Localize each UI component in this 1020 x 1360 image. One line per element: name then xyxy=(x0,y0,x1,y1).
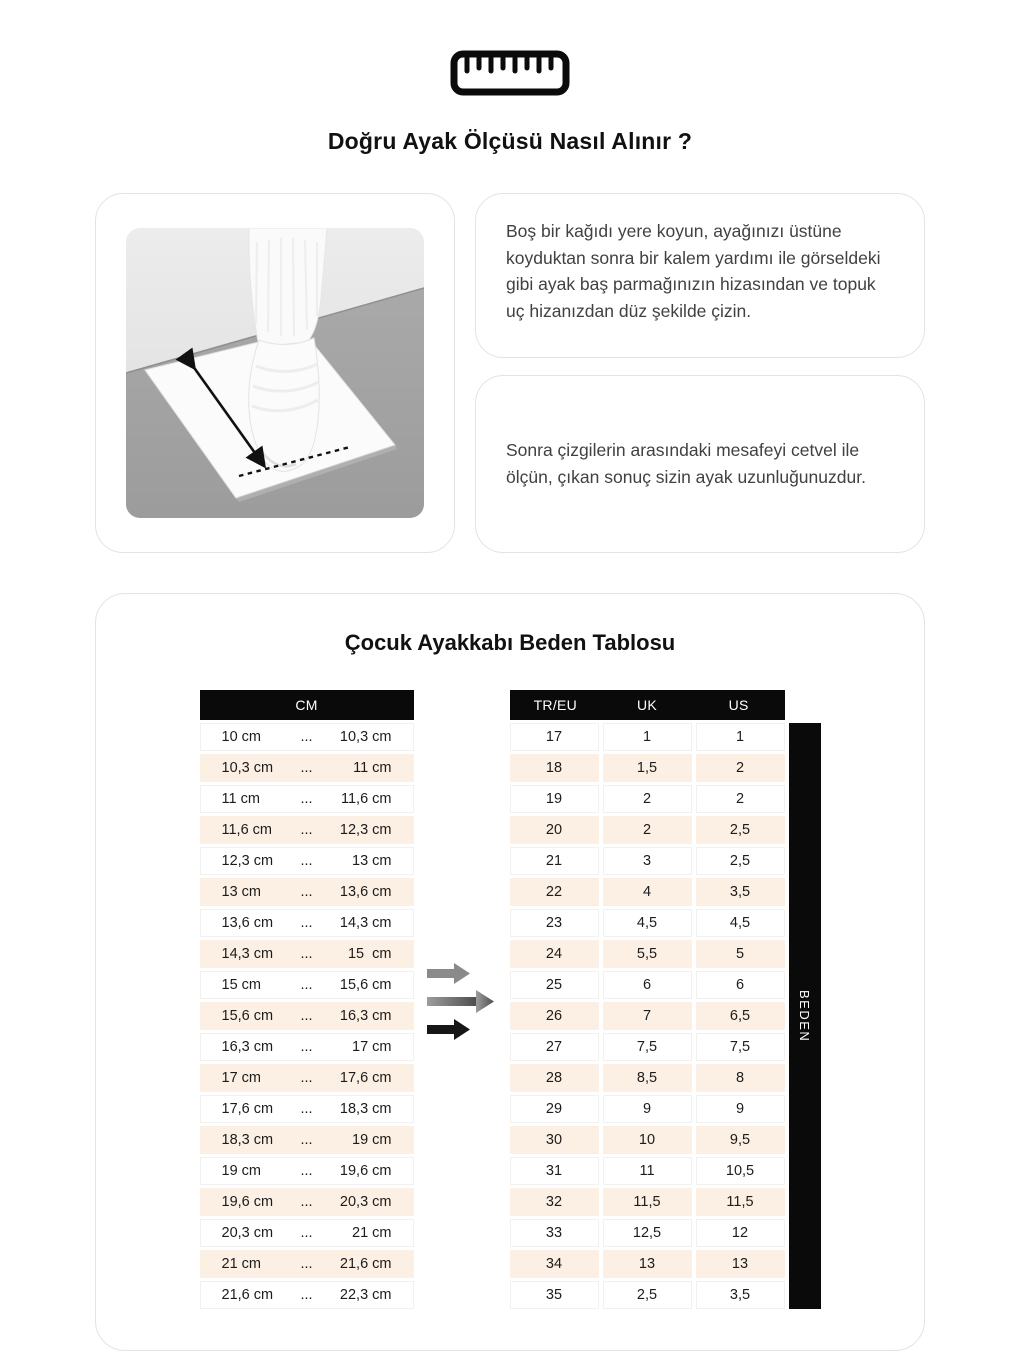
size-tr-eu: 18 xyxy=(510,754,599,782)
size-tr-eu: 25 xyxy=(510,971,599,999)
page-title: Doğru Ayak Ölçüsü Nasıl Alınır ? xyxy=(327,128,693,154)
size-tr-eu: 20 xyxy=(510,816,599,844)
size-row xyxy=(510,878,785,906)
range-separator: ... xyxy=(300,1256,313,1272)
size-row xyxy=(510,1281,785,1309)
header-tr-eu: TR/EU xyxy=(533,697,578,713)
range-separator: ... xyxy=(300,729,313,745)
size-row xyxy=(510,754,785,782)
size-us: 7,5 xyxy=(696,1033,785,1061)
size-uk: 7,5 xyxy=(603,1033,692,1061)
size-us: 12 xyxy=(696,1219,785,1247)
cm-range-row xyxy=(200,1157,414,1185)
size-row xyxy=(510,816,785,844)
instruction-card-1 xyxy=(475,193,925,358)
size-us: 11,5 xyxy=(696,1188,785,1216)
size-tr-eu: 28 xyxy=(510,1064,599,1092)
cm-range-from: 14,3 cm xyxy=(221,946,274,962)
instruction-step-2: Sonra çizgilerin arasındaki mesafeyi cetvel ile ölçün, çıkan sonuç sizin ayak uzunluğunuzdur. xyxy=(506,440,866,487)
range-separator: ... xyxy=(300,1132,313,1148)
size-row xyxy=(510,1126,785,1154)
size-us: 6 xyxy=(696,971,785,999)
conversion-arrows-icon xyxy=(414,960,510,1042)
cm-range-to: 15,6 cm xyxy=(339,977,392,993)
cm-range-from: 10,3 cm xyxy=(221,760,274,776)
size-tr-eu: 29 xyxy=(510,1095,599,1123)
cm-range-to: 21 cm xyxy=(352,1225,392,1241)
cm-table-body xyxy=(200,723,414,1309)
size-table-body xyxy=(510,723,785,1309)
size-tr-eu: 23 xyxy=(510,909,599,937)
size-row xyxy=(510,940,785,968)
size-uk: 11,5 xyxy=(603,1188,692,1216)
cm-range-from: 15,6 cm xyxy=(221,1008,274,1024)
size-tr-eu: 21 xyxy=(510,847,599,875)
size-row xyxy=(510,1064,785,1092)
cm-range-row xyxy=(200,1033,414,1061)
beden-vertical-label: BEDEN xyxy=(789,723,821,1309)
cm-range-row xyxy=(200,1188,414,1216)
cm-range-to: 13,6 cm xyxy=(339,884,392,900)
cm-range-row xyxy=(200,785,414,813)
cm-range-to: 11 cm xyxy=(353,760,392,776)
size-uk: 2,5 xyxy=(603,1281,692,1309)
cm-range-from: 15 cm xyxy=(221,977,261,993)
size-us: 1 xyxy=(696,723,785,751)
size-us: 10,5 xyxy=(696,1157,785,1185)
cm-range-row xyxy=(200,847,414,875)
size-us: 6,5 xyxy=(696,1002,785,1030)
cm-range-from: 13,6 cm xyxy=(221,915,274,931)
size-row xyxy=(510,1002,785,1030)
size-uk: 6 xyxy=(603,971,692,999)
cm-range-row xyxy=(200,1002,414,1030)
range-separator: ... xyxy=(300,884,313,900)
size-tr-eu: 34 xyxy=(510,1250,599,1278)
size-uk: 10 xyxy=(603,1126,692,1154)
range-separator: ... xyxy=(300,853,313,869)
size-tr-eu: 31 xyxy=(510,1157,599,1185)
size-row xyxy=(510,909,785,937)
size-tr-eu: 27 xyxy=(510,1033,599,1061)
cm-range-to: 11,6 cm xyxy=(340,791,392,807)
cm-range-from: 17,6 cm xyxy=(221,1101,274,1117)
size-tr-eu: 17 xyxy=(510,723,599,751)
size-us: 5 xyxy=(696,940,785,968)
size-table-header xyxy=(510,690,785,720)
cm-range-row xyxy=(200,1095,414,1123)
size-us: 3,5 xyxy=(696,1281,785,1309)
size-row xyxy=(510,785,785,813)
cm-range-from: 18,3 cm xyxy=(221,1132,274,1148)
size-us: 9,5 xyxy=(696,1126,785,1154)
range-separator: ... xyxy=(300,915,313,931)
cm-range-to: 18,3 cm xyxy=(339,1101,392,1117)
size-uk: 4,5 xyxy=(603,909,692,937)
cm-range-to: 17 cm xyxy=(352,1039,392,1055)
size-row xyxy=(510,1250,785,1278)
size-row xyxy=(510,847,785,875)
tables-area xyxy=(96,690,924,1312)
size-tr-eu: 26 xyxy=(510,1002,599,1030)
size-uk: 13 xyxy=(603,1250,692,1278)
cm-range-to: 22,3 cm xyxy=(339,1287,392,1303)
size-tr-eu: 32 xyxy=(510,1188,599,1216)
range-separator: ... xyxy=(300,1194,313,1210)
cm-range-from: 13 cm xyxy=(221,884,261,900)
header-uk: UK xyxy=(636,697,658,713)
size-uk: 2 xyxy=(603,816,692,844)
cm-range-to: 19 cm xyxy=(352,1132,392,1148)
cm-range-from: 21 cm xyxy=(221,1256,261,1272)
cm-range-from: 16,3 cm xyxy=(221,1039,274,1055)
cm-range-to: 12,3 cm xyxy=(339,822,392,838)
foot-photo-card xyxy=(95,193,455,553)
size-uk: 2 xyxy=(603,785,692,813)
cm-range-from: 21,6 cm xyxy=(221,1287,274,1303)
cm-range-row xyxy=(200,909,414,937)
size-uk: 1 xyxy=(603,723,692,751)
size-us: 2,5 xyxy=(696,847,785,875)
size-row xyxy=(510,1188,785,1216)
size-tr-eu: 30 xyxy=(510,1126,599,1154)
size-uk: 12,5 xyxy=(603,1219,692,1247)
cm-range-to: 14,3 cm xyxy=(339,915,392,931)
size-row xyxy=(510,1033,785,1061)
cm-range-from: 11,6 cm xyxy=(221,822,273,838)
size-tr-eu: 24 xyxy=(510,940,599,968)
cm-range-to: 13 cm xyxy=(352,853,392,869)
range-separator: ... xyxy=(300,791,313,807)
instruction-step-1: Boş bir kağıdı yere koyun, ayağınızı üstüne koyduktan sonra bir kalem yardımı ile görseldeki gibi ayak baş parmağınızın hizasından ve topuk uç hizanızdan düz şekilde çizin. xyxy=(506,221,881,321)
size-row xyxy=(510,1157,785,1185)
size-tr-eu: 35 xyxy=(510,1281,599,1309)
size-uk: 1,5 xyxy=(603,754,692,782)
cm-range-from: 12,3 cm xyxy=(221,853,274,869)
size-us: 2 xyxy=(696,754,785,782)
cm-range-row xyxy=(200,1126,414,1154)
cm-range-row xyxy=(200,1250,414,1278)
range-separator: ... xyxy=(300,1070,313,1086)
cm-range-to: 10,3 cm xyxy=(339,729,392,745)
cm-range-from: 19 cm xyxy=(221,1163,261,1179)
cm-range-row xyxy=(200,816,414,844)
size-row xyxy=(510,971,785,999)
range-separator: ... xyxy=(300,1287,313,1303)
size-us: 8 xyxy=(696,1064,785,1092)
international-size-group xyxy=(510,690,821,1312)
cm-range-from: 17 cm xyxy=(221,1070,261,1086)
cm-range-to: 16,3 cm xyxy=(339,1008,392,1024)
size-us: 2,5 xyxy=(696,816,785,844)
foot-measurement-photo xyxy=(126,228,424,518)
cm-range-row xyxy=(200,723,414,751)
cm-range-from: 19,6 cm xyxy=(221,1194,274,1210)
size-row xyxy=(510,1095,785,1123)
cm-range-row xyxy=(200,1219,414,1247)
cm-range-to: 20,3 cm xyxy=(339,1194,392,1210)
range-separator: ... xyxy=(300,760,313,776)
size-guide-page xyxy=(95,0,925,1351)
size-uk: 3 xyxy=(603,847,692,875)
size-us: 9 xyxy=(696,1095,785,1123)
range-separator: ... xyxy=(300,822,313,838)
international-size-table xyxy=(510,690,785,1312)
size-table-title: Çocuk Ayakkabı Beden Tablosu xyxy=(344,630,676,655)
size-tr-eu: 19 xyxy=(510,785,599,813)
howto-section xyxy=(95,193,925,553)
header-us: US xyxy=(728,697,749,713)
size-uk: 5,5 xyxy=(603,940,692,968)
size-us: 3,5 xyxy=(696,878,785,906)
range-separator: ... xyxy=(300,1008,313,1024)
size-uk: 7 xyxy=(603,1002,692,1030)
cm-range-row xyxy=(200,754,414,782)
range-separator: ... xyxy=(300,946,313,962)
cm-range-row xyxy=(200,971,414,999)
size-us: 4,5 xyxy=(696,909,785,937)
ruler-icon xyxy=(450,50,570,96)
size-tr-eu: 22 xyxy=(510,878,599,906)
header xyxy=(95,50,925,155)
cm-range-to: 17,6 cm xyxy=(339,1070,392,1086)
size-uk: 11 xyxy=(603,1157,692,1185)
size-uk: 4 xyxy=(603,878,692,906)
cm-range-to: 19,6 cm xyxy=(339,1163,392,1179)
size-tr-eu: 33 xyxy=(510,1219,599,1247)
cm-range-to: 21,6 cm xyxy=(339,1256,392,1272)
range-separator: ... xyxy=(300,1039,313,1055)
size-us: 2 xyxy=(696,785,785,813)
cm-range-from: 20,3 cm xyxy=(221,1225,274,1241)
size-uk: 8,5 xyxy=(603,1064,692,1092)
range-separator: ... xyxy=(300,1101,313,1117)
size-row xyxy=(510,1219,785,1247)
size-us: 13 xyxy=(696,1250,785,1278)
cm-range-to: 15 cm xyxy=(347,946,392,962)
cm-range-from: 10 cm xyxy=(221,729,261,745)
cm-table xyxy=(200,690,414,1312)
range-separator: ... xyxy=(300,1225,313,1241)
size-table-card xyxy=(95,593,925,1351)
range-separator: ... xyxy=(300,1163,313,1179)
range-separator: ... xyxy=(300,977,313,993)
size-row xyxy=(510,723,785,751)
instruction-card-2 xyxy=(475,375,925,553)
cm-range-row xyxy=(200,1064,414,1092)
size-uk: 9 xyxy=(603,1095,692,1123)
cm-range-row xyxy=(200,878,414,906)
instructions-column xyxy=(475,193,925,553)
cm-table-header: CM xyxy=(200,690,414,720)
cm-range-row xyxy=(200,940,414,968)
cm-range-row xyxy=(200,1281,414,1309)
cm-range-from: 11 cm xyxy=(221,791,260,807)
